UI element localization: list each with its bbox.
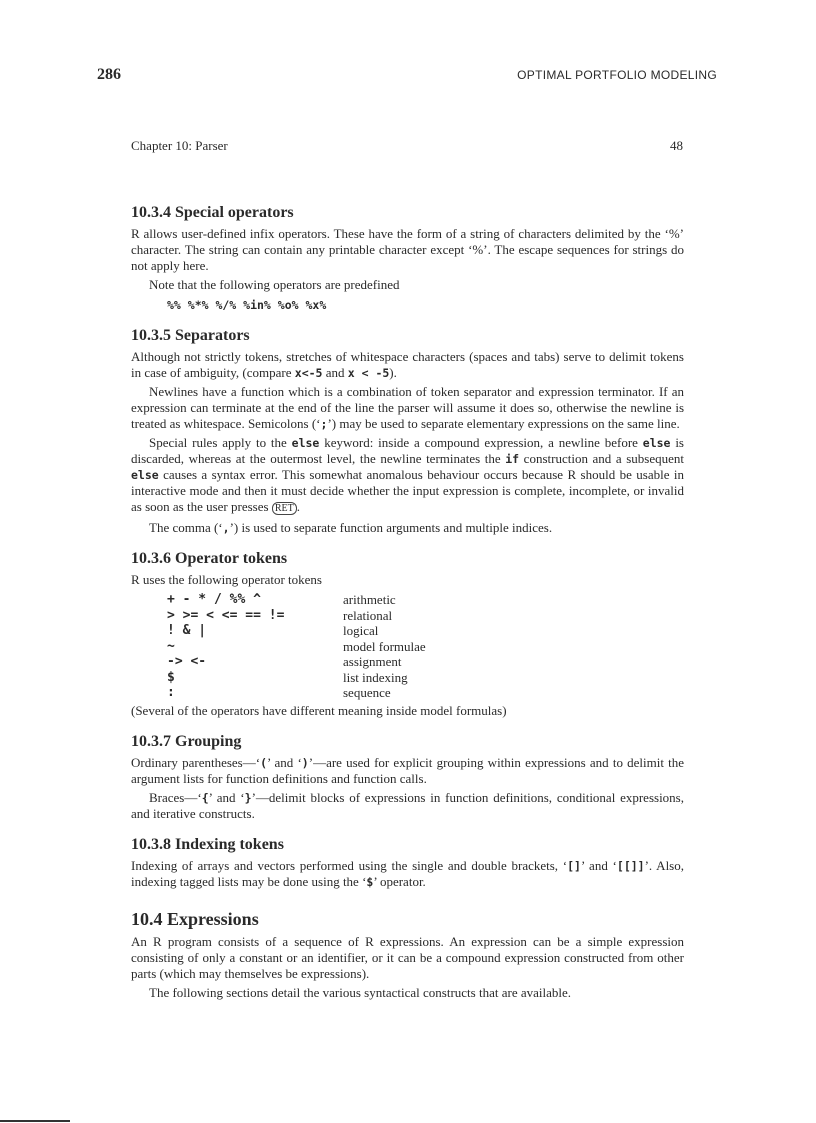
inline-code: []	[567, 858, 581, 873]
table-row	[167, 639, 426, 655]
text: .	[296, 499, 300, 514]
paragraph	[131, 435, 684, 517]
description-cell: sequence	[343, 685, 391, 700]
text: is discarded, whereas at the outermost level, the newline terminates the	[131, 435, 684, 466]
paragraph	[131, 520, 684, 536]
operator-cell: ! & |	[167, 623, 207, 638]
text: ’—are used for explicit grouping within expressions and to delimit the argument lists for function definitions and function calls.	[131, 754, 684, 786]
inline-code: else	[131, 468, 159, 482]
text: The comma (‘	[149, 520, 223, 535]
inline-code: [[]]	[616, 858, 645, 873]
text: ’) is used to separate function arguments and multiple indices.	[229, 520, 553, 535]
inline-code: {	[201, 790, 209, 805]
text: ’ and ‘	[208, 789, 245, 805]
page-body	[131, 203, 684, 1014]
text: ’ and ‘	[267, 754, 302, 770]
inline-code: ,	[222, 521, 230, 535]
outer-running-head: OPTIMAL PORTFOLIO MODELING	[517, 68, 717, 82]
description-cell: logical	[343, 623, 379, 638]
text: causes a syntax error. This somewhat anomalous behaviour occurs because R should be usable in interactive mode and then it must decide whether the input expression is complete, incomplete, or invalid as soon as the user presses	[131, 467, 684, 514]
operator-cell: :	[167, 685, 175, 700]
text: ’. Also, indexing tagged lists may be done using the ‘	[131, 857, 684, 889]
table-row	[167, 654, 426, 670]
text: Although not strictly tokens, stretches of whitespace characters (spaces and tabs) serve to delimit tokens in case of ambiguity, (compare	[131, 349, 684, 380]
text: ’ and ‘	[580, 857, 617, 873]
table-row	[167, 608, 426, 624]
table-row	[167, 592, 426, 608]
section-heading: 10.3.5 Separators	[131, 327, 250, 344]
paragraph	[131, 349, 684, 381]
inline-code: else	[642, 436, 671, 450]
inline-code: if	[505, 452, 520, 466]
paragraph	[131, 790, 684, 822]
text: Newlines have a function which is a combination of token separator and expression terminator. If an expression can terminate at the end of the line the parser will assume it does so, otherwise the newline is treated as whitespace. Semicolons (‘	[131, 384, 684, 431]
footer-rule	[0, 1120, 70, 1122]
inline-code: }	[244, 790, 252, 805]
inline-code: $	[366, 874, 374, 889]
text: ’ operator.	[373, 873, 426, 889]
inner-page-number: 48	[670, 138, 683, 153]
operator-cell: $	[167, 669, 175, 685]
text: keyword: inside a compound expression, a newline before	[319, 435, 643, 450]
section-grouping	[131, 732, 684, 822]
section-heading: 10.4 Expressions	[131, 908, 259, 929]
inline-code: (	[260, 755, 267, 770]
paragraph: Note that the following operators are predefined	[149, 277, 400, 292]
inner-chapter-header: Chapter 10: Parser	[131, 138, 228, 153]
operator-cell: -> <-	[167, 654, 207, 669]
text: and	[322, 365, 348, 380]
operator-table	[167, 592, 426, 701]
description-cell: arithmetic	[343, 592, 396, 607]
text: construction and a subsequent	[519, 451, 684, 466]
operator-cell: > >= < <= == !=	[167, 607, 285, 623]
text: ).	[389, 365, 397, 380]
table-row	[167, 623, 426, 639]
paragraph	[131, 384, 684, 432]
operator-cell: + - * / %% ^	[167, 592, 261, 607]
description-cell: relational	[343, 607, 393, 623]
text: Special rules apply to the	[149, 435, 292, 450]
description-cell: list indexing	[343, 669, 408, 685]
description-cell: assignment	[343, 654, 402, 669]
section-heading: 10.3.4 Special operators	[131, 204, 294, 221]
paragraph: R allows user-defined infix operators. These have the form of a string of characters delimited by the ‘%’ character. The string can contain any printable character except ‘%’. The escape sequences for strings do not apply here.	[131, 226, 684, 273]
paragraph: (Several of the operators have different meaning inside model formulas)	[131, 702, 507, 718]
paragraph	[131, 755, 684, 787]
description-cell: model formulae	[343, 638, 426, 654]
code-example: %% %*% %/% %in% %o% %x%	[167, 298, 327, 312]
paragraph	[131, 858, 684, 890]
table-row	[167, 685, 426, 701]
paragraph: R uses the following operator tokens	[131, 572, 322, 587]
inline-code: ;	[320, 417, 328, 431]
text: Ordinary parentheses—‘	[131, 754, 261, 770]
paragraph: The following sections detail the various syntactical constructs that are available.	[149, 984, 571, 1000]
paragraph: An R program consists of a sequence of R expressions. An expression can be a simple expression consisting of only a constant or an identifier, or it can be a compound expression constructed from other parts (which may themselves be expressions).	[131, 933, 684, 981]
outer-page-number: 286	[97, 66, 121, 83]
section-heading: 10.3.6 Operator tokens	[131, 550, 288, 567]
inline-code: x<-5	[294, 366, 323, 380]
text: Braces—‘	[149, 789, 202, 805]
section-heading: 10.3.8 Indexing tokens	[131, 835, 284, 853]
inline-code: else	[291, 436, 320, 450]
section-heading: 10.3.7 Grouping	[131, 732, 242, 750]
text: Indexing of arrays and vectors performed using the single and double brackets, ‘	[131, 857, 568, 873]
section-special-operators	[131, 203, 684, 313]
table-row	[167, 670, 426, 686]
return-key-glyph: RET	[272, 502, 297, 515]
inline-code: x < -5	[347, 366, 390, 380]
text: ’—delimit blocks of expressions in function definitions, conditional expressions, and iterative constructs.	[131, 789, 684, 821]
section-operator-tokens	[131, 549, 684, 719]
text: ’) may be used to separate elementary expressions on the same line.	[327, 416, 680, 431]
operator-cell: ~	[167, 638, 175, 654]
section-separators	[131, 326, 684, 536]
inline-code: )	[301, 755, 309, 770]
section-expressions	[131, 908, 684, 1001]
section-indexing-tokens	[131, 835, 684, 890]
